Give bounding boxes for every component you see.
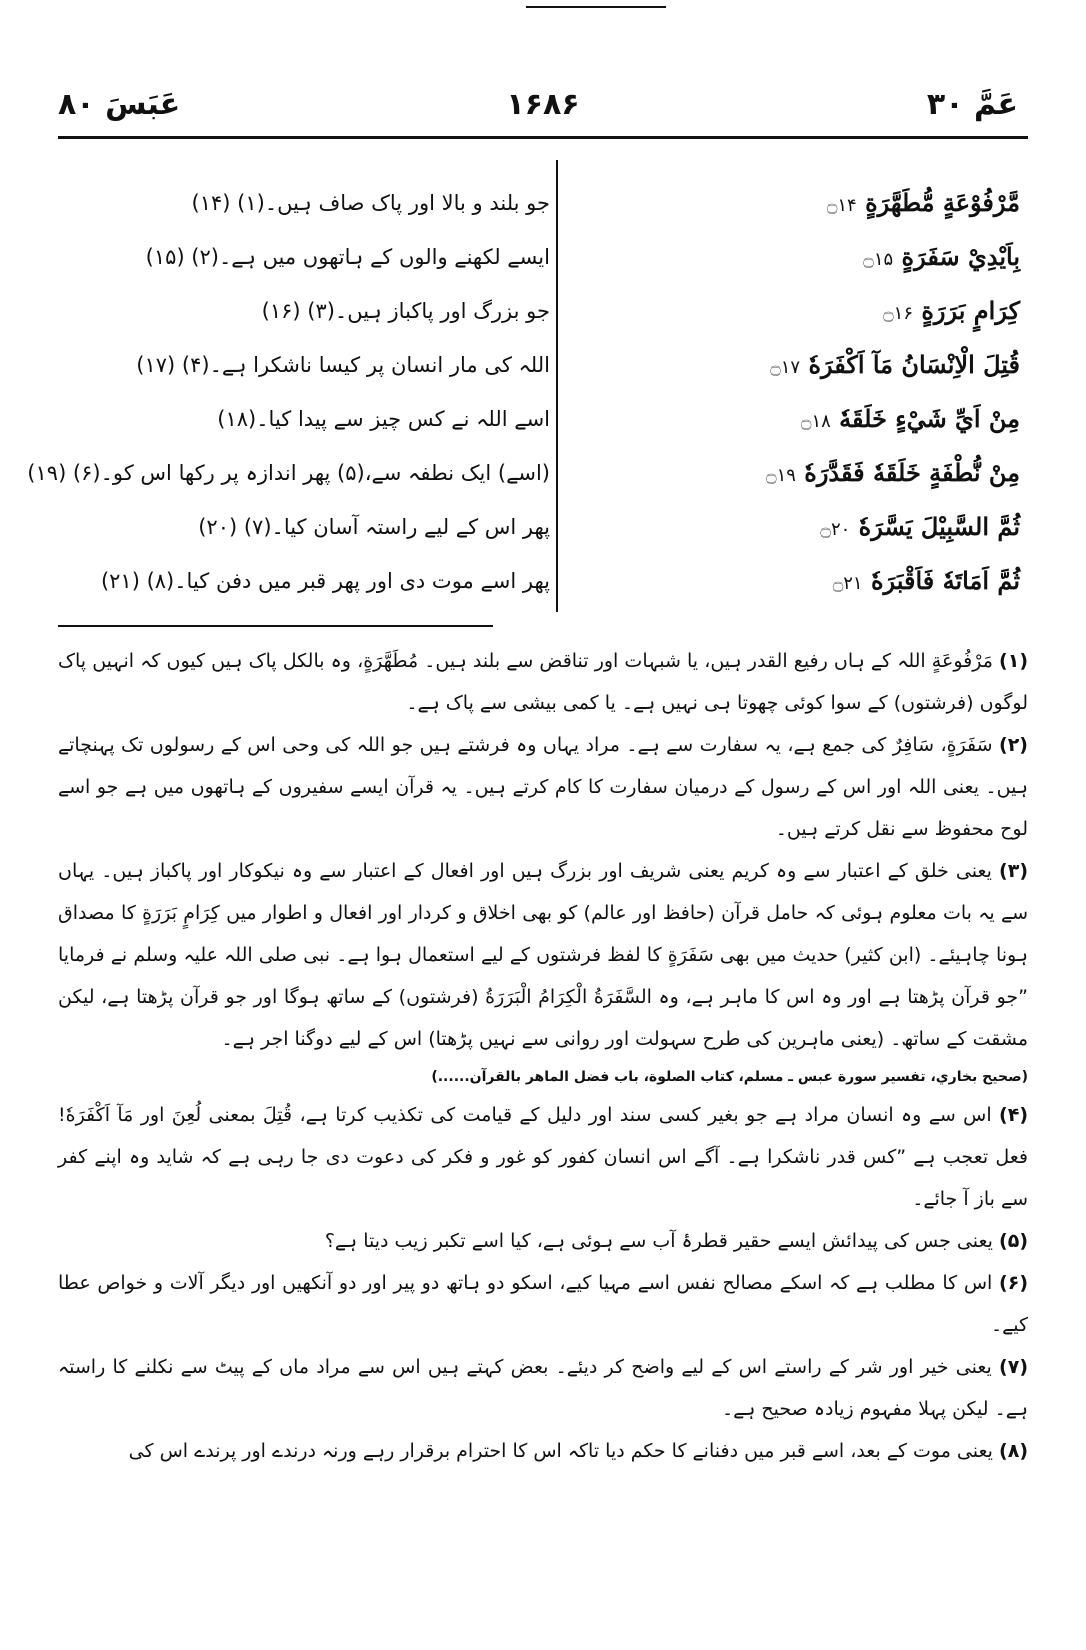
translation-line: جو بزرگ اور پاکباز ہیں۔(۳) (۱۶) [261,299,550,323]
page-header [0,85,1086,135]
translation-line: (اسے) ایک نطفہ سے،(۵) پھر اندازہ پر رکھا اس کو۔(۶) (۱۹) [27,461,550,485]
translation-line: ایسے لکھنے والوں کے ہاتھوں میں ہے۔(۲) (۱۵) [145,245,550,269]
footnote-number: (۶) [999,1272,1028,1294]
footnote [58,1430,1028,1472]
verse-line: مِنْ اَيِّ شَيْءٍ خَلَقَهٗ ۝۱۸ [800,404,1020,433]
footnote-number: (۴) [999,1104,1028,1126]
footnote-text: یعنی موت کے بعد، اسے قبر میں دفنانے کا حکم دیا تاکہ اس کا احترام برقرار رہے ورنہ درندے اور پرندے اس کی [128,1440,993,1462]
translation-line: جو بلند و بالا اور پاک صاف ہیں۔(۱) (۱۴) [191,191,550,215]
footnote-number: (۱) [999,650,1029,672]
ayah-marker: ۝۱۸ [800,411,831,432]
translation-line: پھر اس کے لیے راستہ آسان کیا۔(۷) (۲۰) [198,515,550,539]
top-rule [526,6,666,8]
ayah-marker: ۝۲۰ [820,519,851,540]
footnote-text: یعنی خیر اور شر کے راستے اس کے لیے واضح کر دیئے۔ بعض کہتے ہیں اس سے مراد ماں کے پیٹ سے نکلنے کا راستہ ہے۔ لیکن پہلا مفہوم زیادہ صحیح ہے۔ [58,1356,1028,1420]
ayah-marker: ۝۱۹ [766,465,796,486]
para-name: عَمَّ ۳۰ [926,87,1018,122]
ayah-marker: ۝۱۴ [826,195,857,216]
hadith-reference: (صحيح بخاري، تفسير سورة عبس ـ مسلم، كتاب الصلوة، باب فضل الماهر بالقرآن......) [431,1069,1028,1085]
verse-line: قُتِلَ الْاِنْسَانُ مَآ اَكْفَرَهٗ ۝۱۷ [770,350,1020,379]
footnote-number: (۵) [999,1230,1028,1252]
arabic-verses [550,176,1020,608]
footnote-text: یعنی خلق کے اعتبار سے وہ کریم یعنی شریف اور بزرگ ہیں اور افعال کے اعتبار سے وہ نیکوکار اور پاکباز ہیں۔ یہاں سے یہ بات معلوم ہوئی کہ حامل قرآن (حافظ اور عالم) کو بھی اخلاق و کردار اور افعال و اطوار میں كِرَامٍ بَرَرَةٍ کا مصداق ہونا چاہیئے۔ (ابن کثیر) حدیث میں بھی سَفَرَةٍ کا لفظ فرشتوں کے لیے استعمال ہوا ہے۔ نبی صلی اللہ علیہ وسلم نے فرمایا ”جو قرآن پڑھتا ہے اور وہ اس کا ماہر ہے، وہ السَّفَرَةُ الْكِرَامُ الْبَرَرَةُ (فرشتوں) کے ساتھ ہوگا اور جو قرآن پڑھتا ہے، لیکن مشقت کے ساتھ۔ (یعنی ماہرین کی طرح سہولت اور روانی سے نہیں پڑھتا) اس کے لیے دوگنا اجر ہے۔ [58,860,1028,1050]
verse-line: مَّرْفُوْعَةٍ مُّطَهَّرَةٍ ۝۱۴ [826,188,1020,217]
footnote [58,724,1028,850]
verse-line: كِرَامٍ بَرَرَةٍ ۝۱۶ [883,296,1020,325]
page-number: ۱۶۸۶ [506,87,580,122]
verse-line: ثُمَّ السَّبِيْلَ يَسَّرَهٗ ۝۲۰ [820,512,1020,541]
footnote-number: (۸) [999,1440,1028,1462]
ayah-marker: ۝۱۶ [883,303,913,324]
footnote-text: اس کا مطلب ہے کہ اسکے مصالح نفس اسے مہیا کیے، اسکو دو ہاتھ دو پیر اور دو آنکھیں اور دیگر آلات و خواص عطا کیے۔ [58,1272,1028,1336]
footnote-text: مَرْفُوعَةٍ اللہ کے ہاں رفیع القدر ہیں، یا شبہات اور تناقض سے بلند ہیں۔ مُطَهَّرَةٍ، وہ بالکل پاک ہیں کیوں کہ انہیں پاک لوگوں (فرشتوں) کے سوا کوئی چھوتا ہی نہیں ہے۔ یا کمی بیشی سے پاک ہے۔ [58,650,1028,714]
footnote [58,1094,1028,1220]
footnote [58,1262,1028,1346]
urdu-translation [27,176,550,608]
footnote-text: اس سے وہ انسان مراد ہے جو بغیر کسی سند اور دلیل کے قیامت کی تکذیب کرتا ہے، قُتِلَ بمعنی لُعِنَ اور مَآ اَكْفَرَهٗ! فعل تعجب ہے ”کس قدر ناشکرا ہے۔ آگے اس انسان کفور کو غور و فکر کی دعوت دی جا رہی ہے کہ شاید وہ اپنے کفر سے باز آ جائے۔ [58,1104,1028,1210]
header-rule [58,136,1028,139]
translation-line: پھر اسے موت دی اور پھر قبر میں دفن کیا۔(۸) (۲۱) [100,569,550,593]
footnote-number: (۷) [999,1356,1028,1378]
footnote [58,1220,1028,1262]
footnote-number: (۳) [999,860,1028,882]
ayah-marker: ۝۱۵ [863,249,894,270]
verse-line: ثُمَّ اَمَاتَهٗ فَاَقْبَرَهٗ ۝۲۱ [832,566,1020,595]
footnote [58,850,1028,1060]
footnote [58,1346,1028,1430]
ayah-marker: ۝۲۱ [832,573,863,594]
translation-line: اللہ کی مار انسان پر کیسا ناشکرا ہے۔(۴) (۱۷) [136,353,550,377]
verse-line: مِنْ نُّطْفَةٍ خَلَقَهٗ فَقَدَّرَهٗ ۝۱۹ [766,458,1020,487]
footnote-text: یعنی جس کی پیدائش ایسے حقیر قطرۂ آب سے ہوئی ہے، کیا اسے تکبر زیب دیتا ہے؟ [324,1230,993,1252]
translation-line: اسے اللہ نے کس چیز سے پیدا کیا۔(۱۸) [217,407,550,431]
footnotes [58,640,1028,1472]
footnotes-rule [58,625,493,627]
footnote-text: سَفَرَةٍ، سَافِرٌ کی جمع ہے، یہ سفارت سے ہے۔ مراد یہاں وہ فرشتے ہیں جو اللہ کی وحی اس کے رسولوں تک پہنچاتے ہیں۔ یعنی اللہ اور اس کے رسول کے درمیان سفارت کا کام کرتے ہیں۔ یہ قرآن ایسے سفیروں کے ہاتھوں میں ہے جو اسے لوح محفوظ سے نقل کرتے ہیں۔ [58,734,1028,840]
footnote-number: (۲) [999,734,1028,756]
surah-name: عَبَسَ ۸۰ [58,87,181,122]
verse-line: بِاَيْدِيْ سَفَرَةٍ ۝۱۵ [863,242,1020,271]
footnote [58,640,1028,724]
ayah-marker: ۝۱۷ [770,357,801,378]
